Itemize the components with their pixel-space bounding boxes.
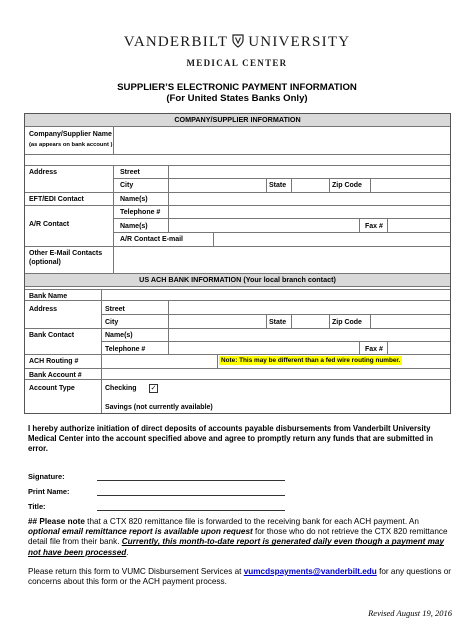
checking-label: Checking [105,385,137,392]
city-label: City [120,182,134,189]
print-name-line[interactable] [97,495,285,496]
title-label: Title: [28,502,46,511]
zip-field[interactable] [372,179,448,191]
ar-email-label: A/R Contact E-mail [120,236,184,243]
revision-date: Revised August 19, 2016 [368,608,452,618]
bank-state-label: State [269,319,287,326]
shield-icon [232,34,244,48]
other-email-sublabel: (optional) [29,259,61,266]
notice-text-2: for those who do not retrieve the CTX 820 remittance detail file from their bank. [28,527,448,547]
notice-text-1: that a CTX 820 remittance file is forwarded to the receiving bank for each ACH payment. An [84,517,419,526]
authorization-statement: I hereby authorize initiation of direct deposits of accounts payable disbursements from Vanderbilt University Medical Center into the account specified above and agree to promptly return any funds that are submitted in error. [28,424,434,453]
bank-telephone-label: Telephone # [105,346,146,353]
ach-routing-field[interactable] [103,355,216,367]
ar-telephone-label: Telephone # [120,209,161,216]
ach-routing-label: ACH Routing # [29,358,79,365]
eft-names-label: Name(s) [120,196,148,203]
bank-names-label: Name(s) [105,332,133,339]
notice-prefix: ## Please note [28,517,85,526]
university-logo [0,34,474,51]
page-title: SUPPLIER’S ELECTRONIC PAYMENT INFORMATION [117,82,357,93]
company-section-heading: COMPANY/SUPPLIER INFORMATION [25,114,450,126]
title-line[interactable] [97,510,285,511]
city-field[interactable] [170,179,265,191]
bank-city-label: City [105,319,119,326]
return-text-2: for any questions or concerns about this form or the ACH payment process. [28,567,451,587]
logo-subtitle: MEDICAL CENTER [186,58,288,68]
notice-daily-report: Currently, this month-to-date report is generated daily even though a payment may not have been processed [28,537,444,557]
state-field[interactable] [293,179,328,191]
company-name-sublabel: (as appears on bank account ) [29,142,113,148]
bank-section-heading: US ACH BANK INFORMATION (Your local branch contact) [25,274,450,286]
payment-info-form [24,113,451,414]
notice-end: . [126,547,129,557]
bank-state-field[interactable] [293,315,328,327]
ar-names-label: Name(s) [120,223,148,230]
eft-names-field[interactable] [170,193,448,204]
routing-note: Note: This may be different than a fed wire routing number. [221,357,401,364]
bank-street-field[interactable] [170,301,448,313]
company-name-label: Company/Supplier Name [29,131,112,138]
eft-contact-label: EFT/EDI Contact [29,196,84,203]
ar-telephone-field[interactable] [170,206,448,217]
other-email-label: Other E-Mail Contacts [29,250,103,257]
bank-street-label: Street [105,306,125,313]
street-field[interactable] [170,166,448,177]
street-label: Street [120,169,140,176]
company-name-field[interactable] [115,128,449,152]
ar-contact-label: A/R Contact [29,221,70,228]
logo-left-text: VANDERBILT [123,34,229,50]
remittance-notice [28,517,452,558]
bank-contact-label: Bank Contact [29,332,75,339]
ar-email-field[interactable] [215,233,448,245]
signature-label: Signature: [28,472,65,481]
ar-names-field[interactable] [170,219,358,231]
logo-right-text: UNIVERSITY [248,34,351,50]
ar-fax-label: Fax # [365,223,383,230]
bank-city-field[interactable] [170,315,265,327]
bank-telephone-field[interactable] [170,342,358,353]
zip-label: Zip Code [332,182,362,189]
other-email-field[interactable] [115,247,449,272]
return-email-link[interactable]: vumcdspayments@vanderbilt.edu [243,567,377,576]
checking-checkbox[interactable]: ✓ [150,385,157,392]
notice-optional-report: optional email remittance report is available upon request [28,527,253,537]
savings-label: Savings (not currently available) [105,404,213,411]
account-type-label: Account Type [29,385,75,392]
page-subtitle: (For United States Banks Only) [166,93,308,104]
bank-zip-field[interactable] [372,315,448,327]
signature-line[interactable] [97,480,285,481]
print-name-label: Print Name: [28,487,70,496]
state-label: State [269,182,287,189]
bank-name-field[interactable] [103,290,448,299]
address-label: Address [29,169,58,176]
return-instructions [28,567,452,587]
bank-account-field[interactable] [103,369,448,378]
bank-zip-label: Zip Code [332,319,362,326]
bank-name-label: Bank Name [29,293,68,300]
bank-fax-label: Fax # [365,346,383,353]
bank-account-label: Bank Account # [29,372,82,379]
bank-names-field[interactable] [170,329,448,340]
return-text-1: Please return this form to VUMC Disbursement Services at [28,567,244,576]
bank-address-label: Address [29,306,58,313]
ar-fax-field[interactable] [389,219,448,231]
bank-fax-field[interactable] [389,342,448,353]
